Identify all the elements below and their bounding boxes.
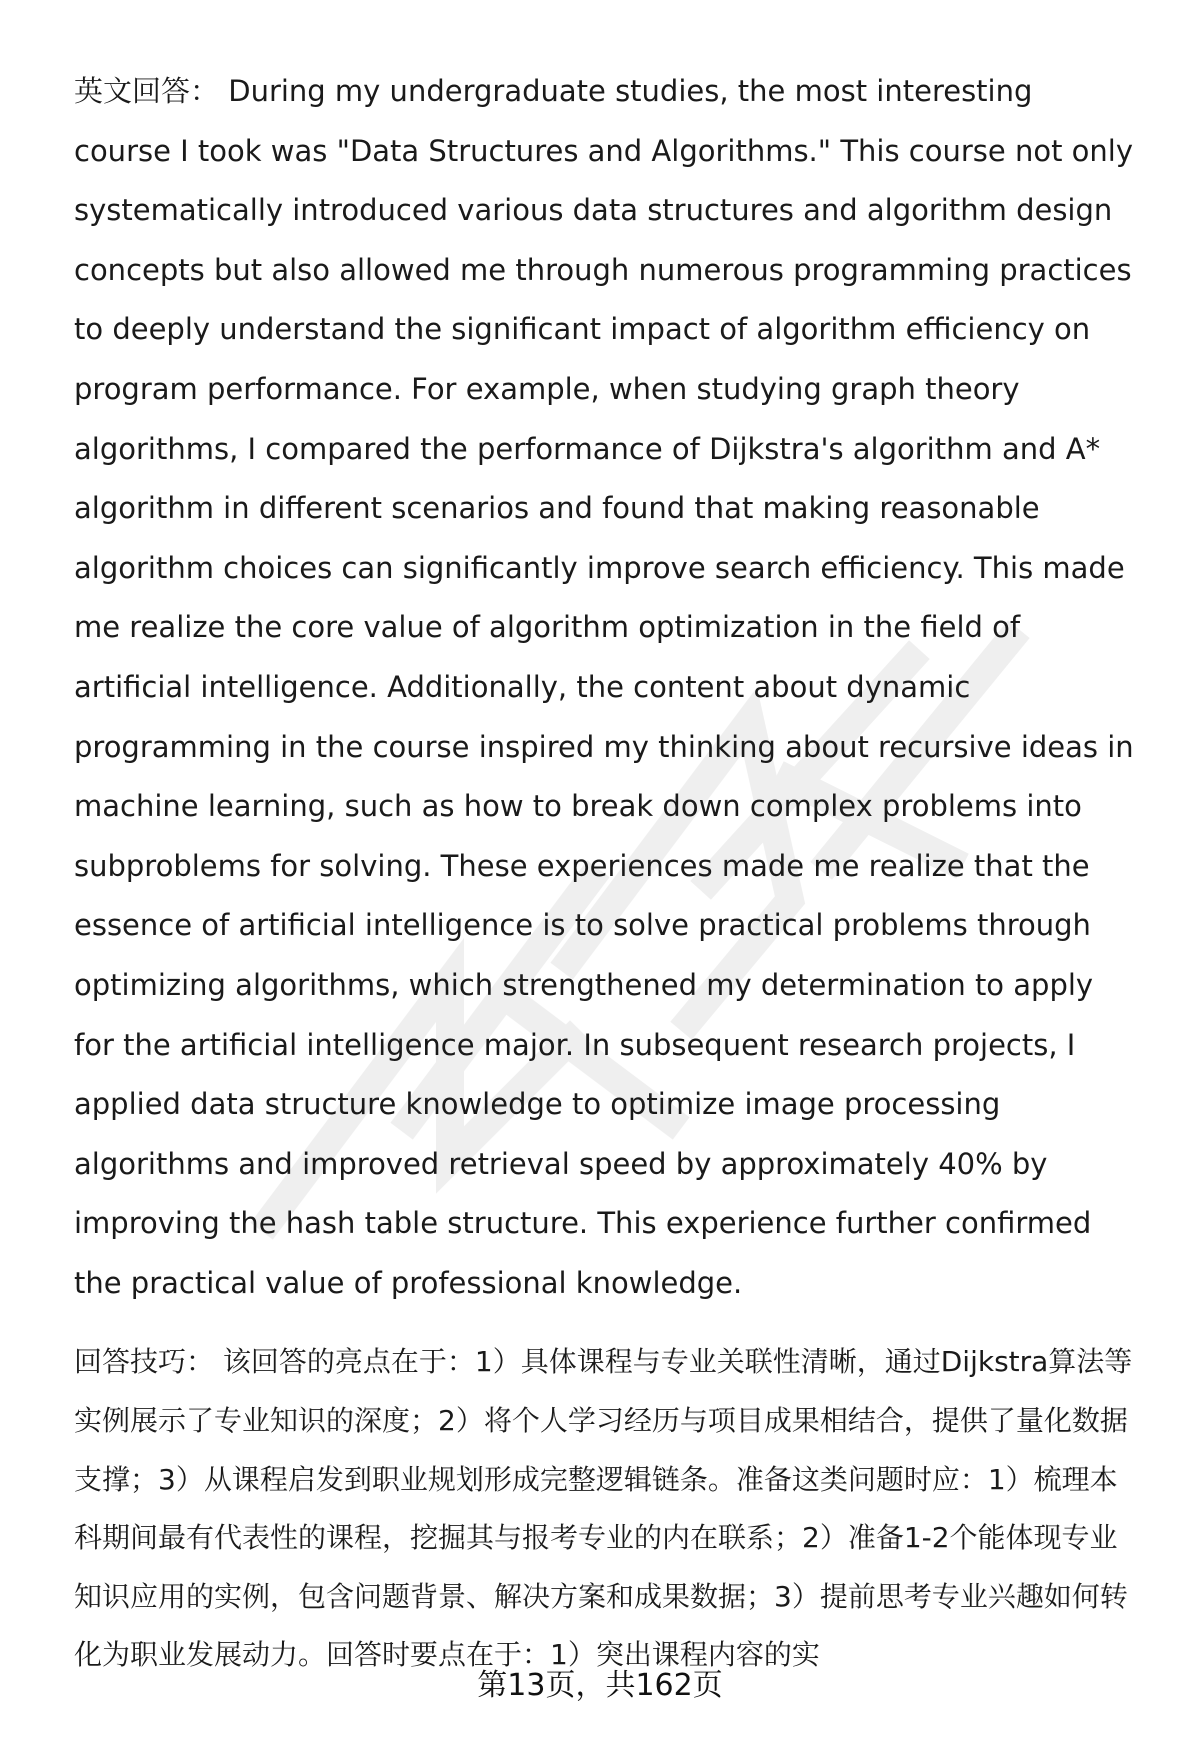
tips-text: 该回答的亮点在于：1）具体课程与专业关联性清晰，通过Dijkstra算法等实例展示了专业知识的深度；2）将个人学习经历与项目成果相结合，提供了量化数据支撑；3）从课程启发到职业规划形成完整逻辑链条。准备这类问题时应：1）梳理本科期间最有代表性的课程，挖掘其与报考专业的内在联系；2）准备1-2个能体现专业知识应用的实例，包含问题背景、解决方案和成果数据；3）提前思考专业兴趣如何转化为职业发展动力。回答时要点在于：1）突出课程内容的实 xyxy=(74,1345,1133,1672)
tips-label: 回答技巧： xyxy=(74,1345,215,1379)
content-area xyxy=(74,62,1134,1685)
tips-paragraph xyxy=(74,1333,1134,1685)
english-answer-text: During my undergraduate studies, the most interesting course I took was "Data Structures and Algorithms." This course not only systematically introduced various data structures and algorithm design concepts but also allowed me through numerous programming practices to deeply understand the significant impact of algorithm efficiency on program performance. For example, when studying graph theory algorithms, I compared the performance of Dijkstra's algorithm and A* algorithm in different scenarios and found that making reasonable algorithm choices can significantly improve search efficiency. This made me realize the core value of algorithm optimization in the field of artificial intelligence. Additionally, the content about dynamic programming in the course inspired my thinking about recursive ideas in machine learning, such as how to break down complex problems into subproblems for solving. These experiences made me realize that the essence of artificial intelligence is to solve practical problems through optimizing algorithms, which strengthened my determination to apply for the artificial intelligence major. In subsequent research projects, I applied data structure knowledge to optimize image processing algorithms and improved retrieval speed by approximately 40% by improving the hash table structure. This experience further confirmed the practical value of professional knowledge. xyxy=(74,74,1134,1300)
english-answer-paragraph xyxy=(74,62,1134,1313)
english-answer-label: 英文回答： xyxy=(74,74,220,108)
page-number-footer: 第13页，共162页 xyxy=(477,1668,723,1703)
